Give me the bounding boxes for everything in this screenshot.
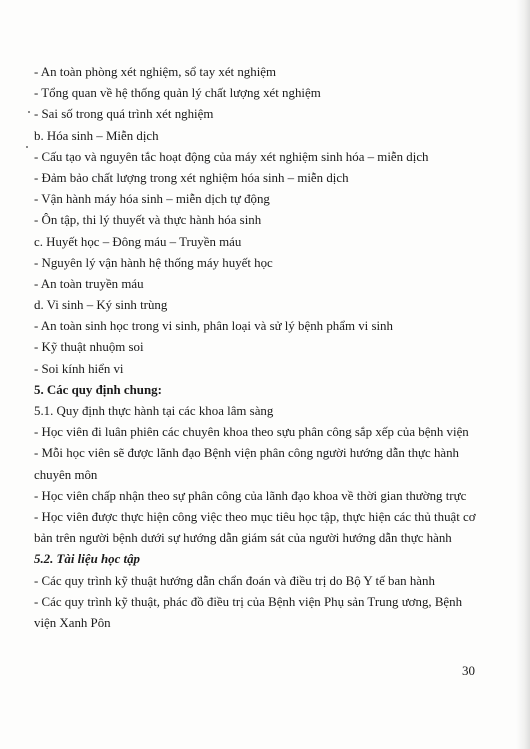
scan-speck xyxy=(28,111,30,113)
list-item-continuation: viện Xanh Pôn xyxy=(34,615,111,630)
list-item: - Vận hành máy hóa sinh – miễn dịch tự động xyxy=(34,192,270,207)
section-heading: b. Hóa sinh – Miễn dịch xyxy=(34,128,159,143)
list-item: - Ôn tập, thi lý thuyết và thực hành hóa sinh xyxy=(34,213,262,228)
list-item-continuation: bản trên người bệnh dưới sự hướng dẫn giám sát của người hướng dẫn thực hành xyxy=(34,531,452,546)
list-item: - Kỹ thuật nhuộm soi xyxy=(34,340,144,355)
list-item: - Đảm bảo chất lượng trong xét nghiệm hóa sinh – miễn dịch xyxy=(34,170,349,185)
scan-speck xyxy=(26,146,28,148)
page-edge-shadow xyxy=(516,0,530,749)
section-heading: d. Vi sinh – Ký sinh trùng xyxy=(34,298,168,313)
subsection-title: 5.2. Tài liệu học tập xyxy=(34,552,140,567)
list-item: - Học viên chấp nhận theo sự phân công của lãnh đạo khoa về thời gian thường trực xyxy=(34,488,467,503)
list-item: - Sai số trong quá trình xét nghiệm xyxy=(34,107,214,122)
page-number: 30 xyxy=(462,663,475,678)
list-item: - Cấu tạo và nguyên tắc hoạt động của máy xét nghiệm sinh hóa – miễn dịch xyxy=(34,149,429,164)
document-body xyxy=(34,62,504,634)
list-item: - Các quy trình kỹ thuật hướng dẫn chẩn đoán và điều trị do Bộ Y tế ban hành xyxy=(34,573,435,588)
section-title: 5. Các quy định chung: xyxy=(34,382,162,397)
section-heading: c. Huyết học – Đông máu – Truyền máu xyxy=(34,234,242,249)
list-item: - Tổng quan về hệ thống quản lý chất lượng xét nghiệm xyxy=(34,86,321,101)
list-item: - Nguyên lý vận hành hệ thống máy huyết học xyxy=(34,255,273,270)
subsection-title: 5.1. Quy định thực hành tại các khoa lâm sàng xyxy=(34,404,274,418)
list-item: - An toàn sinh học trong vi sinh, phân loại và sử lý bệnh phẩm vi sinh xyxy=(34,319,393,334)
list-item: - Mỗi học viên sẽ được lãnh đạo Bệnh viện phân công người hướng dẫn thực hành xyxy=(34,446,460,461)
list-item: - Các quy trình kỹ thuật, phác đồ điều trị của Bệnh viện Phụ sản Trung ương, Bệnh xyxy=(34,594,463,609)
list-item: - An toàn phòng xét nghiệm, sổ tay xét nghiệm xyxy=(34,65,277,79)
list-item: - Học viên đi luân phiên các chuyên khoa theo sựu phân công sắp xếp của bệnh viện xyxy=(34,425,469,440)
list-item-continuation: chuyên môn xyxy=(34,467,98,482)
list-item: - An toàn truyền máu xyxy=(34,276,144,291)
list-item: - Học viên được thực hiện công việc theo mục tiêu học tập, thực hiện các thủ thuật cơ xyxy=(34,509,476,524)
list-item: - Soi kính hiển vi xyxy=(34,361,124,376)
